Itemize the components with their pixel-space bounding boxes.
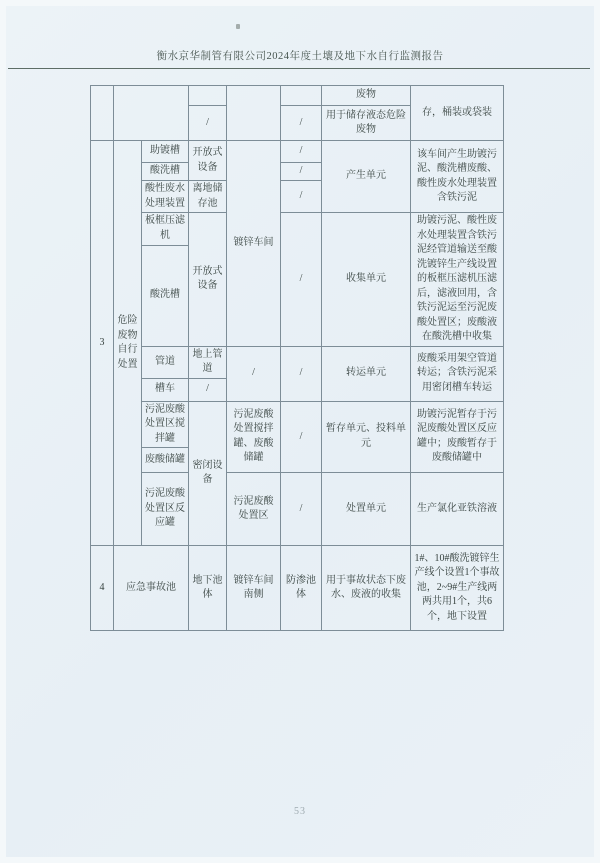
cell-r0-note: 存，桶装或袋装 bbox=[411, 86, 504, 141]
cell-r0-type-empty bbox=[189, 86, 227, 106]
cell-equipment-tank-truck: 槽车 bbox=[142, 378, 189, 401]
table-row bbox=[91, 86, 504, 106]
cell-equipment-filter-press: 板框压滤机 bbox=[142, 213, 189, 246]
cell-note-transfer: 废酸采用架空管道转运；含铁污泥采用密闭槽车转运 bbox=[411, 346, 504, 401]
page-number: 53 bbox=[294, 806, 306, 817]
cell-r0-function-top: 废物 bbox=[322, 86, 411, 106]
cell-type-open-equipment-2: 开放式设备 bbox=[189, 213, 227, 347]
header-divider-rule bbox=[8, 68, 590, 69]
cell-note-production: 该车间产生助镀污泥、酸洗槽废酸、酸性废水处理装置含铁污泥 bbox=[411, 141, 504, 213]
cell-equipment-pickling-tank-1: 酸洗槽 bbox=[142, 163, 189, 181]
cell-note-storage: 助镀污泥暂存于污泥废酸处置区反应罐中；废酸暂存于废酸储罐中 bbox=[411, 401, 504, 473]
cell-equipment-acid-wastewater-device: 酸性废水处理装置 bbox=[142, 181, 189, 213]
cell-anti-seepage-pool: 防渗池体 bbox=[281, 546, 322, 631]
cell-r0-function-bottom: 用于储存液态危险废物 bbox=[322, 106, 411, 141]
cell-location-workshop-south: 镀锌车间南侧 bbox=[227, 546, 281, 631]
cell-r0-label-empty bbox=[114, 86, 189, 141]
table-row bbox=[91, 546, 504, 631]
cell-equipment-reaction-tank: 污泥废酸处置区反应罐 bbox=[142, 473, 189, 546]
cell-r0-type-slash: / bbox=[189, 106, 227, 141]
cell-location-slash: / bbox=[227, 346, 281, 401]
cell-slash-4: / bbox=[281, 213, 322, 347]
cell-equipment-pipeline: 管道 bbox=[142, 346, 189, 378]
cell-r0-mid-slash: / bbox=[281, 106, 322, 141]
cell-type-above-ground-storage-pool: 离地储存池 bbox=[189, 181, 227, 213]
scan-artifact-speck bbox=[236, 24, 240, 29]
cell-location-galvanizing-workshop: 镀锌车间 bbox=[227, 141, 281, 347]
cell-slash-2: / bbox=[281, 163, 322, 181]
cell-r0-number-empty bbox=[91, 86, 114, 141]
cell-note-ferrous-chloride: 生产氯化亚铁溶液 bbox=[411, 473, 504, 546]
cell-equipment-mixing-tank: 污泥废酸处置区搅拌罐 bbox=[142, 401, 189, 448]
cell-r0-location-empty bbox=[227, 86, 281, 141]
table-row bbox=[91, 141, 504, 163]
cell-equipment-zhudu-tank: 助镀槽 bbox=[142, 141, 189, 163]
cell-section4-name: 应急事故池 bbox=[114, 546, 189, 631]
cell-function-storage-feeding-unit: 暂存单元、投料单元 bbox=[322, 401, 411, 473]
cell-r0-mid-empty bbox=[281, 86, 322, 106]
cell-slash-6: / bbox=[281, 401, 322, 473]
cell-function-accident-collection: 用于事故状态下废水、废液的收集 bbox=[322, 546, 411, 631]
cell-function-transfer-unit: 转运单元 bbox=[322, 346, 411, 401]
table-row bbox=[91, 346, 504, 378]
cell-type-slash: / bbox=[189, 378, 227, 401]
cell-section3-category: 危险废物自行处置 bbox=[114, 141, 142, 546]
cell-equipment-pickling-tank-2: 酸洗槽 bbox=[142, 245, 189, 346]
cell-type-closed-equipment: 密闭设备 bbox=[189, 401, 227, 546]
cell-type-above-ground-pipeline: 地上管道 bbox=[189, 346, 227, 378]
monitoring-units-table bbox=[90, 85, 504, 631]
cell-function-disposal-unit: 处置单元 bbox=[322, 473, 411, 546]
cell-type-open-equipment-1: 开放式设备 bbox=[189, 141, 227, 181]
cell-note-accident-pools: 1#、10#酸洗镀锌生产线个设置1个事故池，2~9#生产线两两共用1个，共6个，地下设置 bbox=[411, 546, 504, 631]
cell-type-underground-pool: 地下池体 bbox=[189, 546, 227, 631]
cell-location-disposal-area: 污泥废酸处置区 bbox=[227, 473, 281, 546]
cell-function-collection-unit: 收集单元 bbox=[322, 213, 411, 347]
cell-note-collection: 助镀污泥、酸性废水处理装置含铁污泥经管道输送至酸洗镀锌生产线设置的板框压滤机压滤后，滤液回用，含铁污泥运至污泥废酸处置区；废酸液在酸洗槽中收集 bbox=[411, 213, 504, 347]
cell-location-mixing-storage-tanks: 污泥废酸处置搅拌罐、废酸储罐 bbox=[227, 401, 281, 473]
cell-slash-5: / bbox=[281, 346, 322, 401]
cell-section4-number: 4 bbox=[91, 546, 114, 631]
document-header-title: 衡水京华制管有限公司2024年度土壤及地下水自行监测报告 bbox=[156, 51, 444, 62]
cell-equipment-waste-acid-storage-tank: 废酸储罐 bbox=[142, 448, 189, 473]
cell-section3-number: 3 bbox=[91, 141, 114, 546]
cell-slash-1: / bbox=[281, 141, 322, 163]
cell-slash-3: / bbox=[281, 181, 322, 213]
cell-slash-7: / bbox=[281, 473, 322, 546]
table-row bbox=[91, 401, 504, 448]
table-row bbox=[91, 473, 504, 546]
cell-function-production-unit: 产生单元 bbox=[322, 141, 411, 213]
table-row bbox=[91, 213, 504, 246]
